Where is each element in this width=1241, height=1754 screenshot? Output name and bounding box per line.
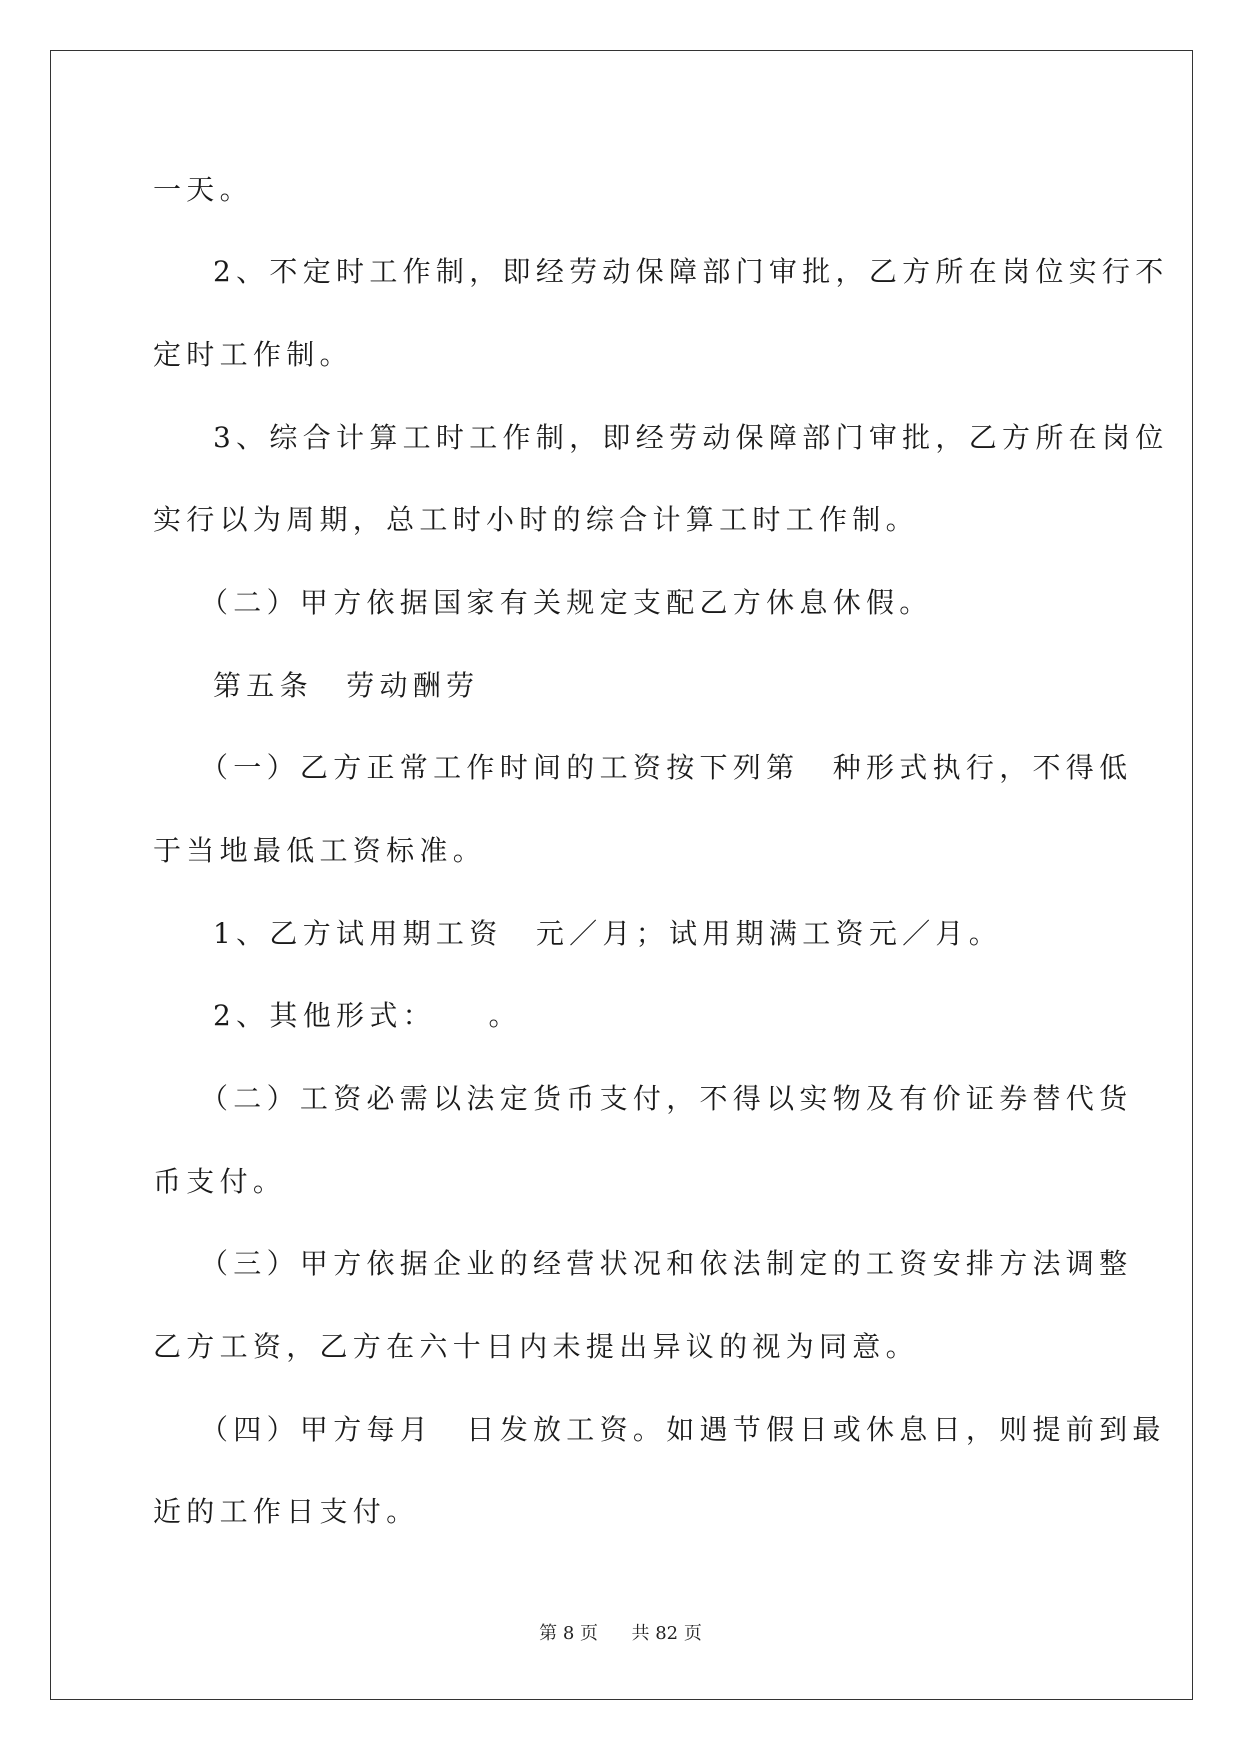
body-line: 实行以为周期，总工时小时的综合计算工时工作制。: [153, 503, 919, 536]
body-line: 1、乙方试用期工资 元／月；试用期满工资元／月。: [213, 917, 1003, 950]
body-line: 2、不定时工作制，即经劳动保障部门审批，乙方所在岗位实行不: [213, 255, 1169, 288]
body-line: （一）乙方正常工作时间的工资按下列第 种形式执行，不得低: [200, 751, 1133, 784]
body-line: 币支付。: [153, 1165, 287, 1198]
body-line: （三）甲方依据企业的经营状况和依法制定的工资安排方法调整: [200, 1247, 1133, 1280]
body-line: 3、综合计算工时工作制，即经劳动保障部门审批，乙方所在岗位: [213, 421, 1169, 454]
body-line: （二）甲方依据国家有关规定支配乙方休息休假。: [200, 586, 933, 619]
total-pages: 共 82 页: [631, 1623, 702, 1644]
body-line: 于当地最低工资标准。: [153, 834, 487, 867]
current-page-number: 第 8 页: [539, 1623, 599, 1644]
page-border: [50, 50, 1193, 1700]
body-line: 乙方工资，乙方在六十日内未提出异议的视为同意。: [153, 1330, 919, 1363]
section-heading: 第五条 劳动酬劳: [213, 669, 480, 702]
body-line: 定时工作制。: [153, 338, 353, 371]
body-line: 一天。: [153, 173, 253, 206]
page-footer: [0, 1622, 1241, 1646]
body-line: 2、其他形式： 。: [213, 999, 522, 1032]
body-line: （二）工资必需以法定货币支付，不得以实物及有价证券替代货: [200, 1082, 1133, 1115]
body-line: （四）甲方每月 日发放工资。如遇节假日或休息日，则提前到最: [200, 1413, 1166, 1446]
body-line: 近的工作日支付。: [153, 1495, 420, 1528]
